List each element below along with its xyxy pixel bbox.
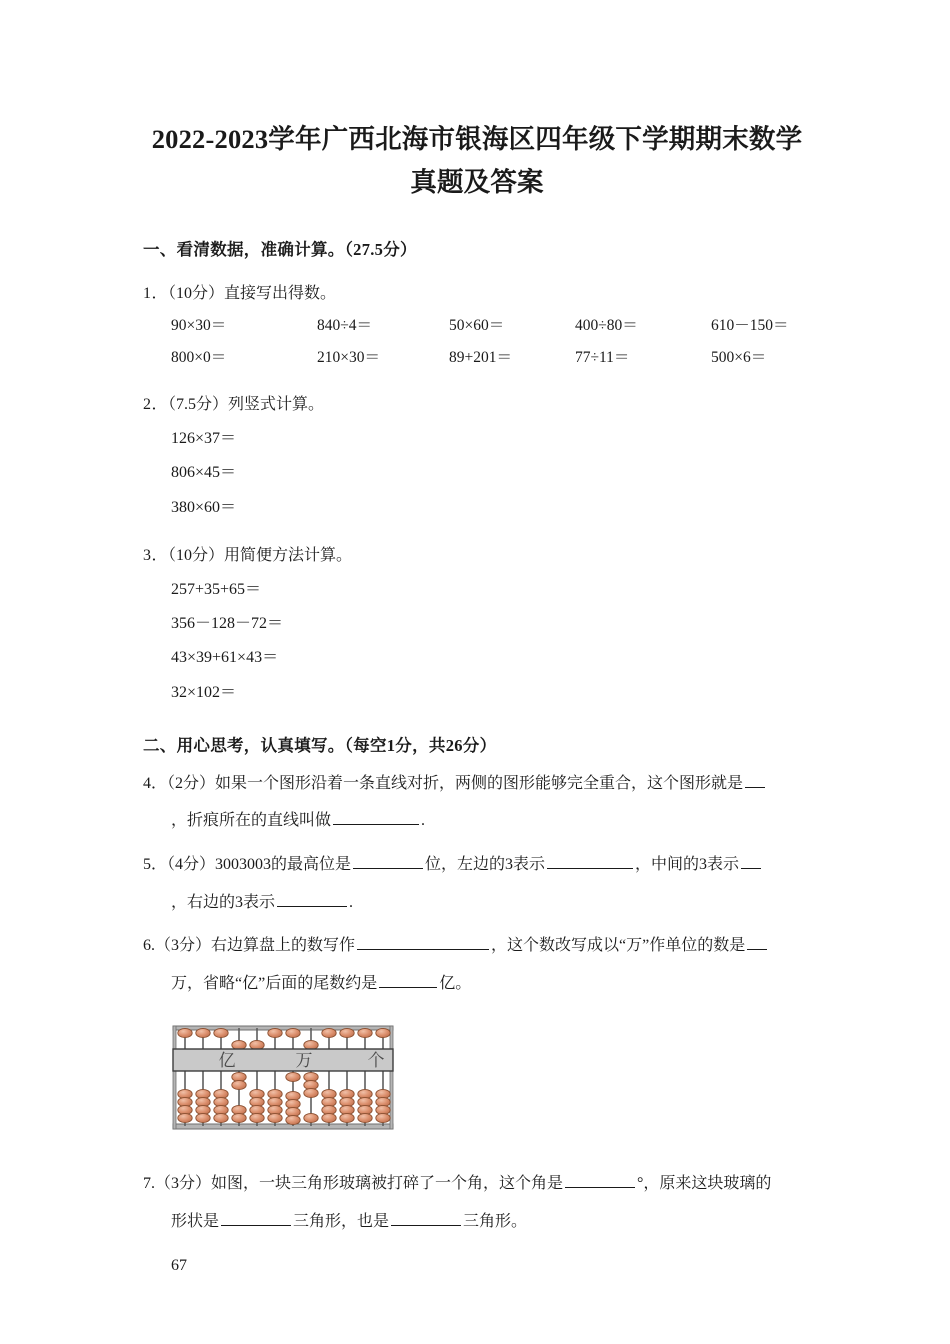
abacus-beam-label-yi: 亿: [218, 1051, 236, 1071]
question-5-text-a: （4分）3003003的最高位是: [167, 856, 352, 874]
active-upper-bead: [232, 1041, 246, 1050]
section-heading-2: 二、用心思考，认真填写。（每空1分，共26分）: [143, 736, 497, 756]
active-upper-bead: [304, 1041, 318, 1050]
page-number: 67: [171, 1256, 187, 1274]
arith-cell: 840÷4＝: [317, 317, 373, 335]
arith-cell: 500×6＝: [711, 349, 767, 367]
question-7-number: 7.: [143, 1175, 155, 1193]
answer-blank[interactable]: [547, 852, 633, 869]
answer-blank[interactable]: [353, 852, 423, 869]
arith-row: [171, 310, 811, 342]
question-3-number: 3．: [143, 546, 169, 564]
expression-line: 356－128－72＝: [171, 614, 284, 632]
arith-row: [171, 342, 811, 374]
question-5-text-e: .: [349, 893, 354, 911]
question-4-number: 4．: [143, 774, 168, 792]
question-3-body: [143, 573, 811, 711]
active-upper-bead: [250, 1041, 264, 1050]
answer-blank[interactable]: [747, 933, 767, 950]
answer-blank[interactable]: [333, 808, 419, 825]
answer-blank[interactable]: [357, 933, 489, 950]
answer-blank[interactable]: [277, 890, 347, 907]
abacus-upper-beads: [178, 1029, 390, 1050]
abacus-beam-label-wan: 万: [295, 1051, 313, 1071]
question-3-prompt: （10分）用简便方法计算。: [168, 546, 353, 564]
answer-blank[interactable]: [741, 852, 761, 869]
question-6-text-a: （3分）右边算盘上的数写作: [155, 937, 356, 955]
question-5-text-b: 位，左边的3表示: [425, 856, 546, 874]
question-5-text-d: ，右边的3表示: [171, 893, 276, 911]
question-6-text-b: ，这个数改写成以“万”作单位的数是: [491, 937, 746, 955]
arith-cell: 90×30＝: [171, 317, 227, 335]
question-5-line2: [143, 884, 811, 922]
question-3-head: [143, 539, 811, 573]
question-2-head: [143, 388, 811, 422]
expression-line: 257+35+65＝: [171, 580, 262, 598]
question-7-text-d: 三角形，也是: [293, 1213, 390, 1231]
question-4-text-c: .: [421, 812, 426, 830]
expression-line: 126×37＝: [171, 429, 237, 447]
question-5-text-c: ，中间的3表示: [635, 856, 740, 874]
question-3: [143, 539, 811, 710]
arith-cell: 50×60＝: [449, 317, 505, 335]
question-2-prompt: （7.5分）列竖式计算。: [168, 396, 325, 414]
question-4-text-b: ，折痕所在的直线叫做: [171, 812, 332, 830]
question-7-text-b: °，原来这块玻璃的: [637, 1175, 772, 1193]
question-2: [143, 388, 811, 525]
abacus-beam: [173, 1049, 393, 1071]
question-6-text-d: 亿。: [439, 974, 472, 992]
abacus-illustration: [169, 1022, 397, 1134]
question-4-line2: [143, 802, 811, 840]
abacus-frame-right: [390, 1026, 393, 1129]
abacus-frame-bottom: [173, 1124, 393, 1129]
answer-blank[interactable]: [379, 971, 437, 988]
question-7-text-e: 三角形。: [463, 1213, 528, 1231]
question-2-body: [143, 422, 811, 525]
abacus-lower-beads: [178, 1073, 390, 1125]
answer-blank[interactable]: [391, 1209, 461, 1226]
question-1: [143, 277, 811, 375]
abacus-figure: [169, 1022, 811, 1139]
expression-line: 806×45＝: [171, 464, 237, 482]
question-1-head: [143, 277, 811, 311]
active-lower-bead: [232, 1081, 246, 1090]
arith-cell: 800×0＝: [171, 349, 227, 367]
arith-cell: 610－150＝: [711, 317, 789, 335]
abacus-beam-label-ge: 个: [367, 1051, 385, 1071]
question-2-number: 2．: [143, 396, 169, 414]
question-7-line2: [143, 1203, 811, 1241]
question-1-prompt: （10分）直接写出得数。: [168, 284, 337, 302]
question-5: [143, 846, 811, 921]
question-5-number: 5．: [143, 856, 168, 874]
question-6-text-c: 万，省略“亿”后面的尾数约是: [171, 974, 378, 992]
question-4-text-a: （2分）如果一个图形沿着一条直线对折，两侧的图形能够完全重合，这个图形就是: [167, 774, 744, 792]
question-1-grid: [143, 310, 811, 374]
active-lower-bead: [304, 1089, 318, 1098]
arith-cell: 77÷11＝: [575, 349, 630, 367]
answer-blank[interactable]: [221, 1209, 291, 1226]
question-7-text-c: 形状是: [171, 1213, 220, 1231]
expression-line: 32×102＝: [171, 683, 237, 701]
arith-cell: 89+201＝: [449, 349, 512, 367]
active-lower-bead: [286, 1073, 300, 1082]
question-6-line2: [143, 965, 811, 1003]
question-4: [143, 765, 811, 840]
arith-cell: 210×30＝: [317, 349, 380, 367]
question-7-text-a: （3分）如图，一块三角形玻璃被打碎了一个角，这个角是: [155, 1175, 564, 1193]
expression-line: 43×39+61×43＝: [171, 649, 279, 667]
page-title: 2022-2023学年广西北海市银海区四年级下学期期末数学真题及答案: [151, 124, 803, 197]
answer-blank[interactable]: [565, 1171, 635, 1188]
expression-line: 380×60＝: [171, 498, 237, 516]
abacus-frame-left: [173, 1026, 176, 1129]
page-content: [143, 0, 811, 1277]
question-6-number: 6.: [143, 937, 155, 955]
question-6: [143, 927, 811, 1002]
question-7: [143, 1165, 811, 1240]
answer-blank[interactable]: [745, 771, 765, 788]
section-heading-1: 一、看清数据，准确计算。（27.5分）: [143, 239, 417, 259]
question-1-number: 1．: [143, 284, 169, 302]
arith-cell: 400÷80＝: [575, 317, 638, 335]
